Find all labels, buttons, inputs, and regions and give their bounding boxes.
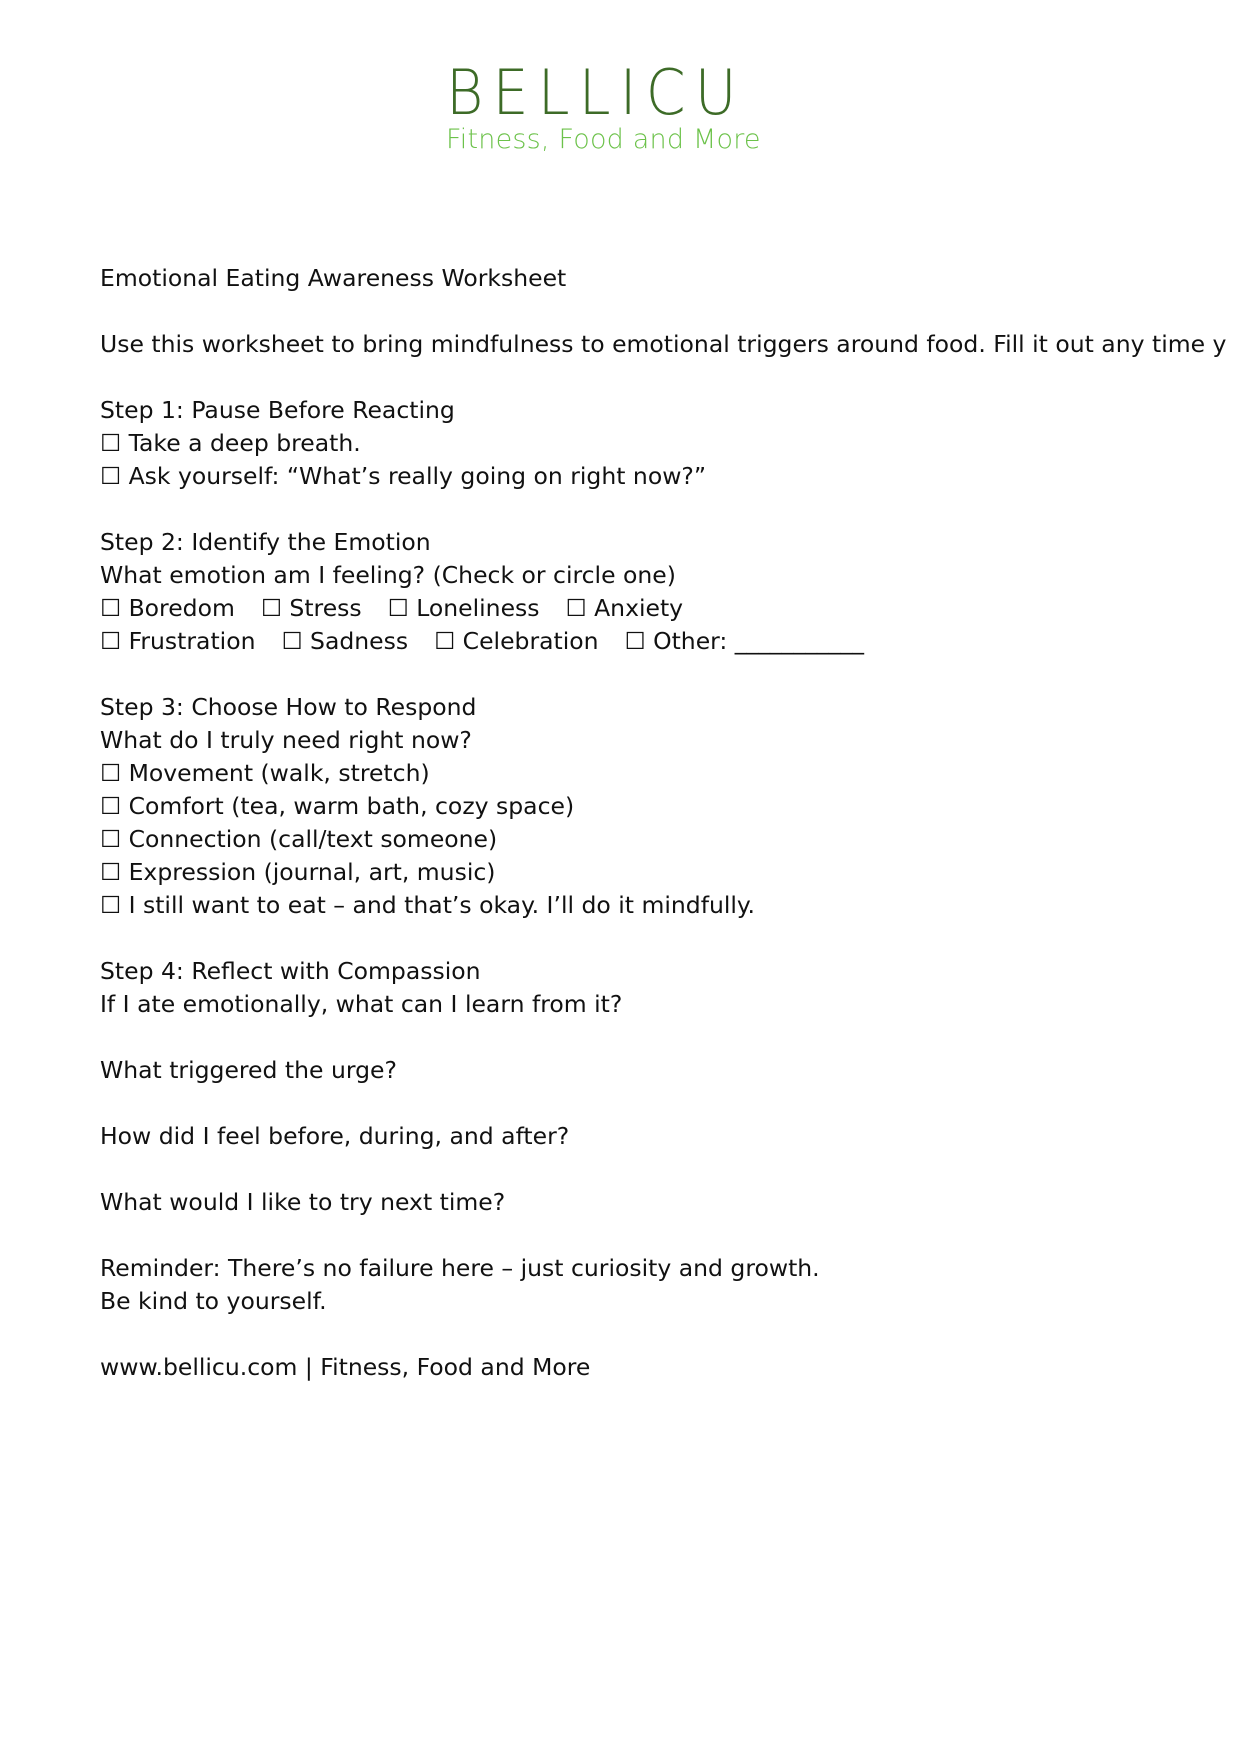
checklist-item[interactable]: [100, 889, 1240, 922]
item-label: Expression (journal, art, music): [128, 858, 496, 886]
option-label: Frustration: [128, 627, 256, 655]
emotion-option[interactable]: [100, 625, 255, 658]
step1-heading: Step 1: Pause Before Reacting: [100, 396, 455, 424]
checkbox[interactable]: ☐: [100, 429, 122, 457]
checklist-item[interactable]: [100, 427, 1240, 460]
checklist-item[interactable]: [100, 460, 1240, 493]
emotion-option[interactable]: [261, 592, 362, 625]
option-label: Celebration: [462, 627, 599, 655]
reminder-line-2: Be kind to yourself.: [100, 1287, 327, 1315]
emotion-option-other[interactable]: [625, 625, 865, 658]
checklist-item[interactable]: [100, 823, 1240, 856]
option-label: Boredom: [128, 594, 235, 622]
checkbox[interactable]: ☐: [100, 825, 122, 853]
checkbox[interactable]: ☐: [100, 792, 122, 820]
emotion-row-1: [100, 592, 1240, 625]
option-label: Sadness: [310, 627, 409, 655]
checkbox[interactable]: ☐: [100, 759, 122, 787]
step4-prompt: If I ate emotionally, what can I learn from it?: [100, 990, 623, 1018]
reflection-question: How did I feel before, during, and after?: [100, 1122, 570, 1150]
reflection-question: What triggered the urge?: [100, 1056, 397, 1084]
option-label: Other: ___________: [653, 627, 865, 655]
item-label: Ask yourself: “What’s really going on right now?”: [128, 462, 707, 490]
step3-prompt: What do I truly need right now?: [100, 726, 472, 754]
item-label: Comfort (tea, warm bath, cozy space): [128, 792, 575, 820]
checkbox[interactable]: ☐: [565, 594, 587, 622]
footer-text: www.bellicu.com | Fitness, Food and More: [100, 1353, 591, 1381]
emotion-option[interactable]: [100, 592, 235, 625]
checklist-item[interactable]: [100, 856, 1240, 889]
item-label: I still want to eat – and that’s okay. I’ll do it mindfully.: [128, 891, 755, 919]
emotion-option[interactable]: [434, 625, 598, 658]
worksheet-body: [100, 262, 1240, 1384]
checkbox[interactable]: ☐: [100, 858, 122, 886]
emotion-row-2: [100, 625, 1240, 658]
emotion-option[interactable]: [566, 592, 684, 625]
item-label: Take a deep breath.: [128, 429, 361, 457]
checkbox[interactable]: ☐: [260, 594, 282, 622]
checkbox[interactable]: ☐: [434, 627, 456, 655]
checkbox[interactable]: ☐: [100, 594, 122, 622]
checkbox[interactable]: ☐: [100, 891, 122, 919]
option-label: Anxiety: [594, 594, 684, 622]
checkbox[interactable]: ☐: [624, 627, 646, 655]
option-label: Stress: [289, 594, 362, 622]
emotion-option[interactable]: [388, 592, 540, 625]
step4-heading: Step 4: Reflect with Compassion: [100, 957, 481, 985]
checkbox[interactable]: ☐: [100, 462, 122, 490]
bellicu-logo: [446, 56, 786, 162]
checkbox[interactable]: ☐: [281, 627, 303, 655]
worksheet-title: Emotional Eating Awareness Worksheet: [100, 264, 567, 292]
reminder-line-1: Reminder: There’s no failure here – just curiosity and growth.: [100, 1254, 820, 1282]
intro-text: Use this worksheet to bring mindfulness to emotional triggers around food. Fill it out any time y: [100, 330, 1227, 358]
item-label: Connection (call/text someone): [128, 825, 498, 853]
logo-wordmark: BELLICU: [446, 56, 746, 129]
emotion-option[interactable]: [281, 625, 408, 658]
logo-tagline: Fitness, Food and More: [446, 124, 761, 155]
step2-prompt: What emotion am I feeling? (Check or circle one): [100, 561, 676, 589]
item-label: Movement (walk, stretch): [128, 759, 430, 787]
checklist-item[interactable]: [100, 757, 1240, 790]
option-label: Loneliness: [416, 594, 540, 622]
step3-heading: Step 3: Choose How to Respond: [100, 693, 477, 721]
checklist-item[interactable]: [100, 790, 1240, 823]
checkbox[interactable]: ☐: [387, 594, 409, 622]
checkbox[interactable]: ☐: [100, 627, 122, 655]
step2-heading: Step 2: Identify the Emotion: [100, 528, 431, 556]
reflection-question: What would I like to try next time?: [100, 1188, 506, 1216]
